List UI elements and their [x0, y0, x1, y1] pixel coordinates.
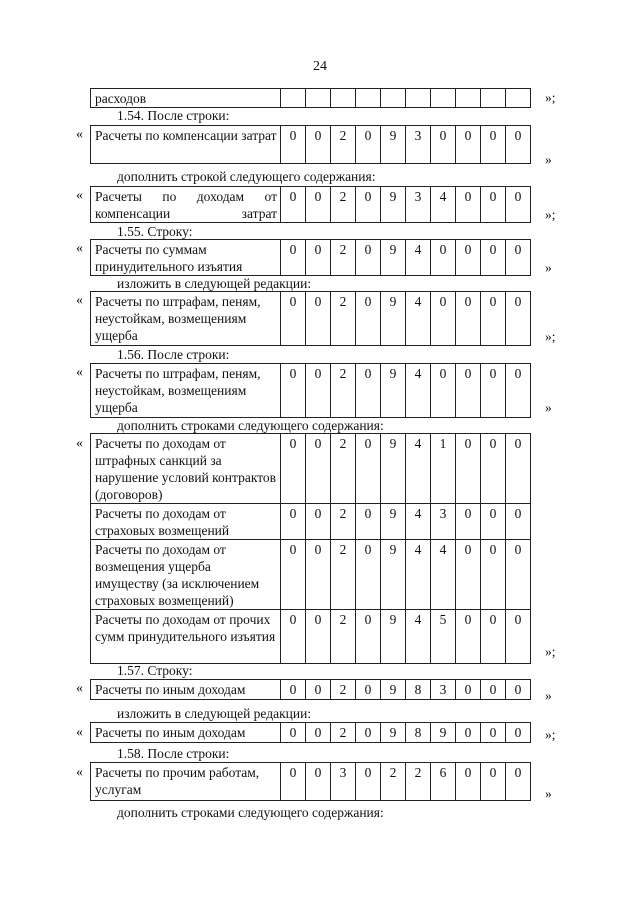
code-digit: 9 — [381, 240, 406, 276]
row-label: Расчеты по штрафам, пеням, неустойкам, возмещениям ущерба — [91, 364, 281, 418]
code-digit: 0 — [456, 292, 481, 346]
code-digit: 2 — [331, 292, 356, 346]
code-digit: 0 — [306, 504, 331, 540]
code-digit: 5 — [431, 610, 456, 664]
code-digit: 0 — [306, 187, 331, 223]
code-digit: 4 — [406, 240, 431, 276]
code-digit: 2 — [331, 540, 356, 610]
code-digit: 0 — [356, 610, 381, 664]
open-quote: « — [76, 241, 83, 256]
code-digit — [281, 89, 306, 108]
code-digit: 0 — [481, 126, 506, 164]
table-row — [91, 89, 531, 108]
code-digit: 0 — [306, 240, 331, 276]
code-digit: 0 — [456, 540, 481, 610]
code-table-fines — [90, 291, 531, 346]
row-label: расходов — [91, 89, 281, 108]
close-quote: »; — [545, 207, 556, 222]
open-quote: « — [76, 725, 83, 740]
table-row — [91, 240, 531, 276]
code-digit: 0 — [281, 610, 306, 664]
code-table-fines-prior — [90, 363, 531, 418]
code-digit: 0 — [481, 680, 506, 700]
paragraph-1-56: 1.56. После строки: — [117, 347, 230, 362]
code-digit: 4 — [406, 292, 431, 346]
code-digit: 0 — [456, 723, 481, 743]
code-digit: 0 — [481, 610, 506, 664]
code-digit: 0 — [281, 240, 306, 276]
code-digit: 0 — [356, 292, 381, 346]
code-digit: 0 — [306, 364, 331, 418]
open-quote: « — [76, 365, 83, 380]
code-digit: 0 — [281, 434, 306, 504]
code-digit: 0 — [506, 540, 531, 610]
code-digit: 0 — [481, 364, 506, 418]
code-digit: 0 — [356, 504, 381, 540]
code-digit: 0 — [356, 763, 381, 801]
close-quote: »; — [545, 727, 556, 742]
code-digit: 0 — [281, 504, 306, 540]
open-quote: « — [76, 293, 83, 308]
paragraph-1-55: 1.55. Строку: — [117, 224, 193, 239]
paragraph-1-55-replace: изложить в следующей редакции: — [117, 276, 312, 291]
open-quote: « — [76, 127, 83, 142]
row-label: Расчеты по доходам от штрафных санкций за нарушение условий контрактов (договоров) — [91, 434, 281, 504]
code-digit: 4 — [406, 434, 431, 504]
code-digit: 4 — [406, 540, 431, 610]
code-digit: 0 — [356, 240, 381, 276]
code-table-cost-compensation — [90, 125, 531, 164]
code-digit: 0 — [456, 187, 481, 223]
code-digit: 9 — [381, 540, 406, 610]
code-digit: 0 — [506, 292, 531, 346]
code-digit: 0 — [456, 504, 481, 540]
code-digit: 0 — [431, 292, 456, 346]
code-digit: 9 — [381, 126, 406, 164]
code-digit: 0 — [506, 434, 531, 504]
table-row — [91, 434, 531, 504]
code-digit: 9 — [381, 723, 406, 743]
paragraph-1-57-replace: изложить в следующей редакции: — [117, 706, 312, 721]
code-digit: 0 — [281, 763, 306, 801]
code-digit: 0 — [506, 723, 531, 743]
code-digit: 0 — [481, 292, 506, 346]
page-number: 24 — [313, 59, 327, 74]
code-digit: 9 — [431, 723, 456, 743]
code-digit: 0 — [306, 763, 331, 801]
code-digit: 0 — [306, 292, 331, 346]
table-row — [91, 610, 531, 664]
code-digit: 2 — [331, 504, 356, 540]
code-digit: 0 — [431, 126, 456, 164]
close-quote: » — [545, 688, 552, 703]
code-digit: 0 — [306, 610, 331, 664]
table-row — [91, 187, 531, 223]
code-digit: 9 — [381, 610, 406, 664]
code-digit: 0 — [281, 540, 306, 610]
code-digit: 3 — [331, 763, 356, 801]
open-quote: « — [76, 188, 83, 203]
paragraph-1-58-add: дополнить строками следующего содержания: — [117, 805, 384, 820]
table-row — [91, 680, 531, 700]
close-quote: » — [545, 260, 552, 275]
code-digit: 0 — [281, 126, 306, 164]
close-quote: »; — [545, 644, 556, 659]
code-digit: 0 — [281, 292, 306, 346]
code-digit: 0 — [506, 763, 531, 801]
table-row — [91, 126, 531, 164]
code-digit: 9 — [381, 187, 406, 223]
code-digit: 9 — [381, 292, 406, 346]
code-digit: 0 — [356, 364, 381, 418]
code-table-new-income-rows — [90, 433, 531, 664]
row-label: Расчеты по компенсации затрат — [91, 126, 281, 164]
code-digit: 3 — [431, 504, 456, 540]
code-table-forced-withdrawal — [90, 239, 531, 276]
code-digit: 4 — [406, 364, 431, 418]
close-quote: » — [545, 786, 552, 801]
code-digit: 0 — [431, 240, 456, 276]
code-digit — [481, 89, 506, 108]
code-digit: 0 — [356, 680, 381, 700]
row-label: Расчеты по доходам от возмещения ущерба имуществу (за исключением страховых возмещений) — [91, 540, 281, 610]
row-label: Расчеты по прочим работам, услугам — [91, 763, 281, 801]
code-digit: 2 — [331, 126, 356, 164]
table-row — [91, 504, 531, 540]
code-digit: 0 — [506, 504, 531, 540]
code-digit: 1 — [431, 434, 456, 504]
paragraph-1-58: 1.58. После строки: — [117, 746, 230, 761]
code-digit: 6 — [431, 763, 456, 801]
row-label: Расчеты по иным доходам — [91, 680, 281, 700]
code-digit: 0 — [481, 187, 506, 223]
code-digit: 2 — [406, 763, 431, 801]
table-row — [91, 723, 531, 743]
table-row — [91, 292, 531, 346]
code-digit: 0 — [356, 434, 381, 504]
code-digit: 0 — [306, 434, 331, 504]
row-label: Расчеты по штрафам, пеням, неустойкам, возмещениям ущерба — [91, 292, 281, 346]
code-digit: 0 — [456, 434, 481, 504]
code-digit: 0 — [306, 540, 331, 610]
open-quote: « — [76, 436, 83, 451]
code-digit — [456, 89, 481, 108]
code-digit — [381, 89, 406, 108]
code-digit: 3 — [406, 126, 431, 164]
code-digit: 0 — [356, 723, 381, 743]
row-label: Расчеты по доходам от страховых возмещений — [91, 504, 281, 540]
code-digit: 0 — [281, 723, 306, 743]
code-digit: 0 — [456, 364, 481, 418]
code-digit: 0 — [481, 434, 506, 504]
code-digit: 8 — [406, 723, 431, 743]
code-digit: 0 — [506, 126, 531, 164]
code-digit: 0 — [506, 364, 531, 418]
code-digit: 2 — [331, 240, 356, 276]
row-label: Расчеты по доходам от прочих сумм принудительного изъятия — [91, 610, 281, 664]
code-table-other-services — [90, 762, 531, 801]
code-digit: 0 — [306, 723, 331, 743]
code-digit: 0 — [506, 610, 531, 664]
code-digit: 0 — [506, 680, 531, 700]
table-row — [91, 540, 531, 610]
code-table-other-income — [90, 679, 531, 700]
code-digit: 0 — [456, 763, 481, 801]
close-quote: » — [545, 152, 552, 167]
code-digit: 2 — [331, 610, 356, 664]
code-digit — [356, 89, 381, 108]
code-digit: 3 — [431, 680, 456, 700]
code-digit: 9 — [381, 504, 406, 540]
code-digit: 4 — [431, 187, 456, 223]
code-digit: 0 — [481, 504, 506, 540]
code-digit: 2 — [331, 364, 356, 418]
code-table-income-cost-compensation — [90, 186, 531, 223]
code-digit: 0 — [356, 126, 381, 164]
code-digit: 9 — [381, 364, 406, 418]
code-digit: 0 — [456, 240, 481, 276]
code-digit: 3 — [406, 187, 431, 223]
code-digit: 0 — [456, 610, 481, 664]
code-digit: 0 — [306, 680, 331, 700]
code-digit — [431, 89, 456, 108]
code-digit: 0 — [456, 126, 481, 164]
code-digit: 0 — [481, 723, 506, 743]
close-quote: »; — [545, 329, 556, 344]
code-table-expenses-tail — [90, 88, 531, 108]
code-digit: 8 — [406, 680, 431, 700]
code-digit: 0 — [481, 540, 506, 610]
code-digit: 0 — [306, 126, 331, 164]
code-digit: 0 — [356, 187, 381, 223]
paragraph-1-54-add: дополнить строкой следующего содержания: — [117, 169, 376, 184]
paragraph-1-56-add: дополнить строками следующего содержания: — [117, 418, 384, 433]
code-digit: 0 — [506, 240, 531, 276]
code-digit: 0 — [456, 680, 481, 700]
open-quote: « — [76, 681, 83, 696]
code-digit: 0 — [481, 240, 506, 276]
code-digit: 2 — [331, 187, 356, 223]
code-digit: 2 — [331, 680, 356, 700]
close-quote: » — [545, 400, 552, 415]
row-label: Расчеты по иным доходам — [91, 723, 281, 743]
code-table-other-income-new — [90, 722, 531, 743]
code-digit: 9 — [381, 434, 406, 504]
row-label: Расчеты по суммам принудительного изъятия — [91, 240, 281, 276]
open-quote: « — [76, 765, 83, 780]
code-digit: 4 — [431, 540, 456, 610]
code-digit: 0 — [356, 540, 381, 610]
paragraph-1-54: 1.54. После строки: — [117, 108, 230, 123]
code-digit: 0 — [481, 763, 506, 801]
code-digit: 0 — [506, 187, 531, 223]
code-digit — [506, 89, 531, 108]
code-digit: 0 — [281, 680, 306, 700]
table-row — [91, 763, 531, 801]
code-digit: 2 — [331, 723, 356, 743]
code-digit — [406, 89, 431, 108]
code-digit: 4 — [406, 610, 431, 664]
code-digit: 9 — [381, 680, 406, 700]
close-quote: »; — [545, 90, 556, 105]
row-label: Расчеты по доходам от компенсации затрат — [91, 187, 281, 223]
code-digit — [331, 89, 356, 108]
code-digit: 2 — [381, 763, 406, 801]
code-digit: 2 — [331, 434, 356, 504]
code-digit: 4 — [406, 504, 431, 540]
code-digit: 0 — [431, 364, 456, 418]
table-row — [91, 364, 531, 418]
code-digit: 0 — [281, 364, 306, 418]
code-digit: 0 — [281, 187, 306, 223]
code-digit — [306, 89, 331, 108]
paragraph-1-57: 1.57. Строку: — [117, 663, 193, 678]
